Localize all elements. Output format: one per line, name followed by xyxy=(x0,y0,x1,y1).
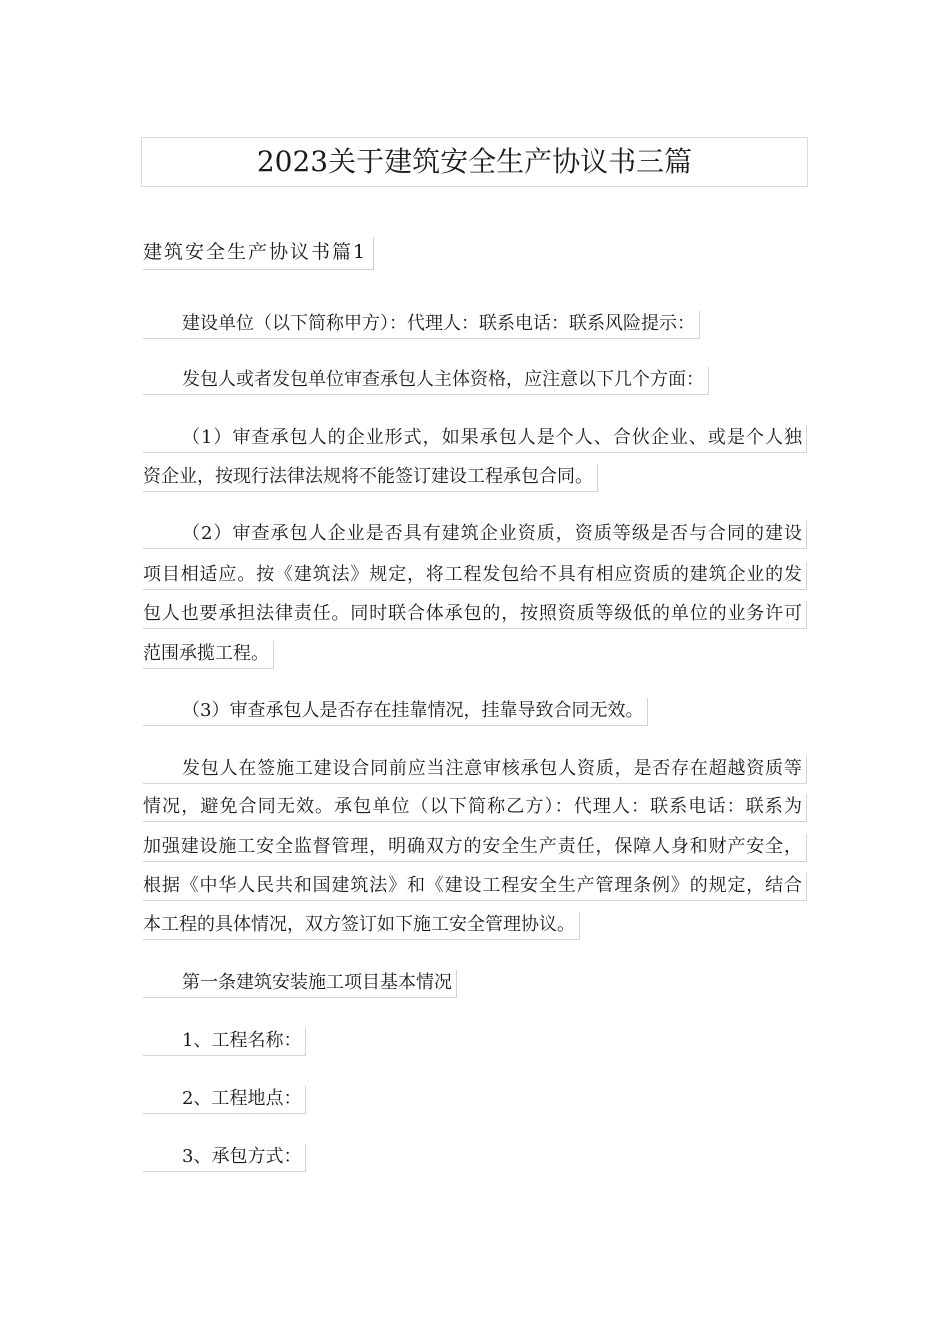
section-heading: 建筑安全生产协议书篇1 xyxy=(143,237,374,270)
paragraph-line: 加强建设施工安全监督管理，明确双方的安全生产责任，保障人身和财产安全， xyxy=(143,834,807,862)
list-item: 3、承包方式： xyxy=(143,1144,306,1172)
paragraph-line: 根据《中华人民共和国建筑法》和《建设工程安全生产管理条例》的规定，结合 xyxy=(143,873,807,901)
paragraph-line: 发包人在签施工建设合同前应当注意审核承包人资质，是否存在超越资质等 xyxy=(143,756,807,784)
document-title: 2023关于建筑安全生产协议书三篇 xyxy=(141,137,808,187)
list-item: 2、工程地点： xyxy=(143,1086,306,1114)
paragraph-line: 情况，避免合同无效。承包单位（以下简称乙方）：代理人：联系电话：联系为 xyxy=(143,794,807,822)
paragraph-line: 本工程的具体情况，双方签订如下施工安全管理协议。 xyxy=(143,912,580,940)
paragraph-line: （3）审查承包人是否存在挂靠情况，挂靠导致合同无效。 xyxy=(143,698,648,726)
paragraph-line: 项目相适应。按《建筑法》规定，将工程发包给不具有相应资质的建筑企业的发 xyxy=(143,562,807,590)
paragraph-line: 发包人或者发包单位审查承包人主体资格，应注意以下几个方面： xyxy=(143,367,709,395)
paragraph-line: 第一条建筑安装施工项目基本情况 xyxy=(143,970,457,998)
paragraph-line: （1）审查承包人的企业形式，如果承包人是个人、合伙企业、或是个人独 xyxy=(143,425,807,453)
list-item: 1、工程名称： xyxy=(143,1028,306,1056)
paragraph-line: 资企业，按现行法律法规将不能签订建设工程承包合同。 xyxy=(143,464,598,492)
paragraph-line: （2）审查承包人企业是否具有建筑企业资质，资质等级是否与合同的建设 xyxy=(143,521,807,549)
paragraph-line: 包人也要承担法律责任。同时联合体承包的，按照资质等级低的单位的业务许可 xyxy=(143,601,807,629)
paragraph-line: 建设单位（以下简称甲方）：代理人：联系电话：联系风险提示： xyxy=(143,311,700,339)
paragraph-line: 范围承揽工程。 xyxy=(143,641,274,669)
